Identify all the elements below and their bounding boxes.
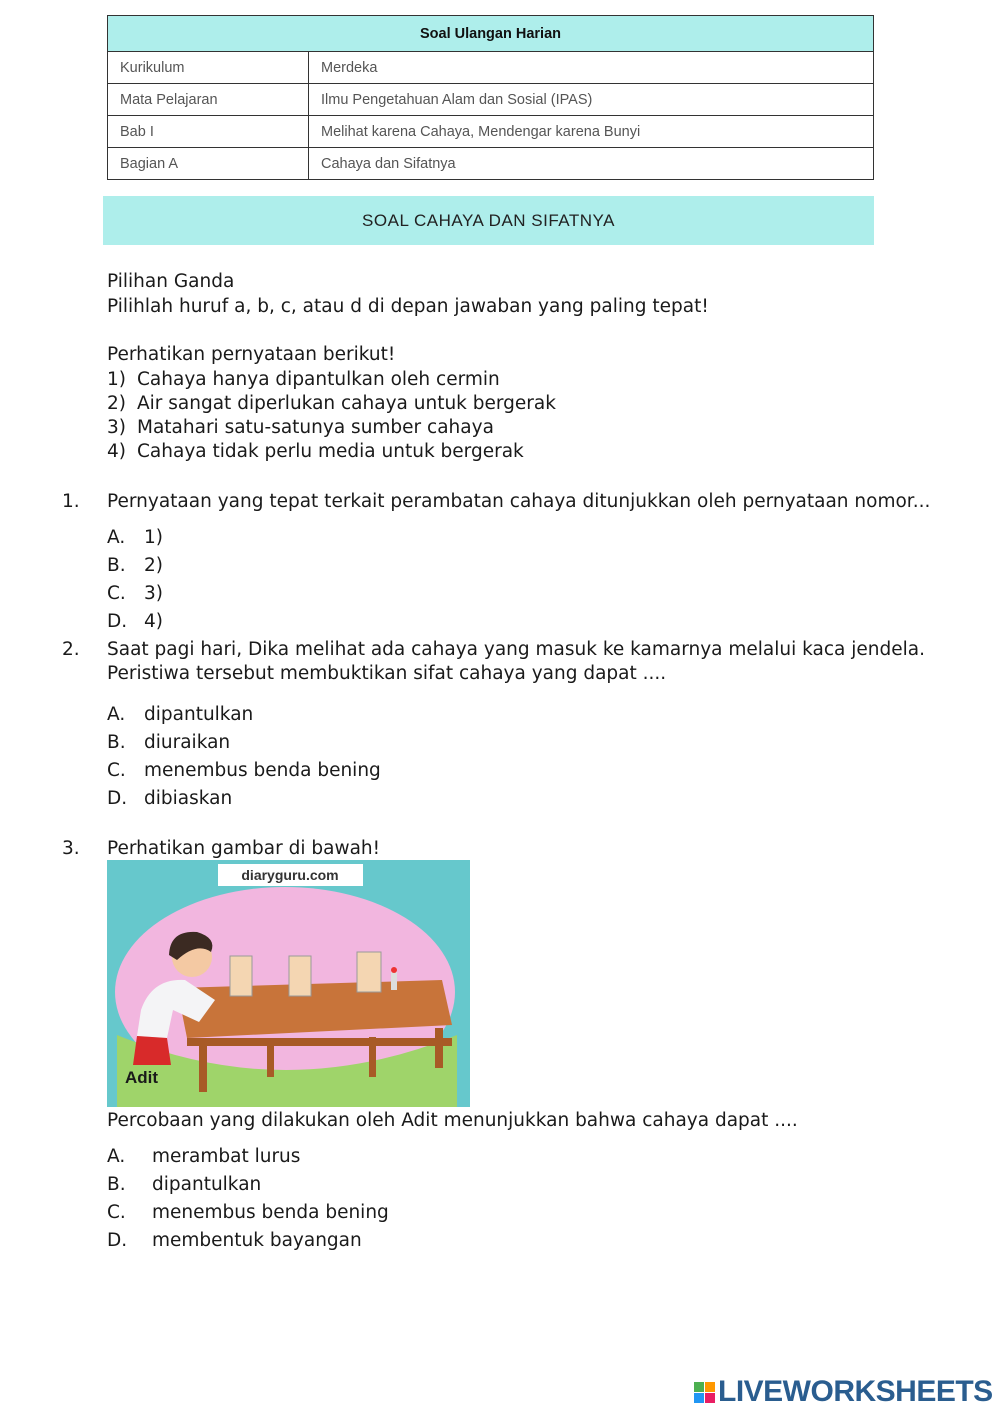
row-label: Kurikulum bbox=[108, 52, 309, 84]
row-label: Bab I bbox=[108, 116, 309, 148]
statement-number: 1) bbox=[107, 369, 126, 390]
option-text: dipantulkan bbox=[152, 1174, 262, 1195]
image-caption: Adit bbox=[125, 1068, 159, 1087]
section-banner: SOAL CAHAYA DAN SIFATNYA bbox=[103, 196, 874, 245]
answer-option[interactable] bbox=[107, 526, 163, 550]
statement-text: Matahari satu-satunya sumber cahaya bbox=[137, 417, 494, 438]
answer-option[interactable] bbox=[107, 759, 381, 783]
option-text: 2) bbox=[144, 555, 163, 576]
statement-item bbox=[107, 416, 494, 440]
question-text: Peristiwa tersebut membuktikan sifat cahaya yang dapat .... bbox=[107, 663, 667, 684]
option-text: menembus benda bening bbox=[152, 1202, 389, 1223]
question-text: Percobaan yang dilakukan oleh Adit menunjukkan bahwa cahaya dapat .... bbox=[107, 1110, 798, 1131]
answer-option[interactable] bbox=[107, 554, 163, 578]
option-text: dibiaskan bbox=[144, 788, 233, 809]
statement-text: Cahaya tidak perlu media untuk bergerak bbox=[137, 441, 524, 462]
row-label: Mata Pelajaran bbox=[108, 84, 309, 116]
option-text: 3) bbox=[144, 583, 163, 604]
question-text: Saat pagi hari, Dika melihat ada cahaya yang masuk ke kamarnya melalui kaca jendela. bbox=[107, 639, 925, 660]
option-letter: A. bbox=[107, 527, 126, 548]
table-row bbox=[108, 84, 874, 116]
option-letter: B. bbox=[107, 1174, 126, 1195]
statement-number: 2) bbox=[107, 393, 126, 414]
liveworksheets-logo[interactable] bbox=[694, 1374, 993, 1410]
option-letter: D. bbox=[107, 611, 128, 632]
answer-option[interactable] bbox=[107, 1173, 261, 1197]
option-letter: B. bbox=[107, 555, 126, 576]
row-value: Merdeka bbox=[309, 52, 874, 84]
option-letter: A. bbox=[107, 1146, 126, 1167]
row-value: Ilmu Pengetahuan Alam dan Sosial (IPAS) bbox=[309, 84, 874, 116]
answer-option[interactable] bbox=[107, 787, 232, 811]
statement-item bbox=[107, 392, 556, 416]
question-text: Pernyataan yang tepat terkait perambatan cahaya ditunjukkan oleh pernyataan nomor... bbox=[107, 491, 931, 512]
option-letter: C. bbox=[107, 583, 126, 604]
option-text: 4) bbox=[144, 611, 163, 632]
image-watermark: diaryguru.com bbox=[241, 867, 339, 883]
info-table-title: Soal Ulangan Harian bbox=[108, 16, 874, 52]
table-row bbox=[108, 116, 874, 148]
option-letter: B. bbox=[107, 732, 126, 753]
table-row bbox=[108, 148, 874, 180]
statement-number: 4) bbox=[107, 441, 126, 462]
statements-intro: Perhatikan pernyataan berikut! bbox=[107, 344, 396, 365]
row-value: Cahaya dan Sifatnya bbox=[309, 148, 874, 180]
logo-text: LIVEWORKSHEETS bbox=[718, 1375, 993, 1408]
statement-number: 3) bbox=[107, 417, 126, 438]
option-text: 1) bbox=[144, 527, 163, 548]
option-letter: C. bbox=[107, 1202, 126, 1223]
option-text: membentuk bayangan bbox=[152, 1230, 362, 1251]
row-label: Bagian A bbox=[108, 148, 309, 180]
answer-option[interactable] bbox=[107, 582, 163, 606]
question-number: 3. bbox=[62, 838, 80, 859]
option-letter: C. bbox=[107, 760, 126, 781]
option-letter: A. bbox=[107, 704, 126, 725]
answer-option[interactable] bbox=[107, 1201, 389, 1225]
answer-option[interactable] bbox=[107, 731, 230, 755]
section-title: Pilihan Ganda bbox=[107, 271, 235, 292]
question-number: 1. bbox=[62, 491, 80, 512]
answer-option[interactable] bbox=[107, 1229, 362, 1253]
info-table bbox=[107, 15, 874, 180]
option-text: diuraikan bbox=[144, 732, 231, 753]
table-row bbox=[108, 52, 874, 84]
question-number: 2. bbox=[62, 639, 80, 660]
answer-option[interactable] bbox=[107, 610, 163, 634]
option-text: merambat lurus bbox=[152, 1146, 301, 1167]
option-text: menembus benda bening bbox=[144, 760, 381, 781]
answer-option[interactable] bbox=[107, 1145, 300, 1169]
statement-item bbox=[107, 440, 524, 464]
statement-item bbox=[107, 368, 500, 392]
experiment-illustration bbox=[107, 860, 470, 1107]
logo-grid-icon bbox=[694, 1382, 715, 1403]
section-instruction: Pilihlah huruf a, b, c, atau d di depan jawaban yang paling tepat! bbox=[107, 296, 709, 317]
question-text: Perhatikan gambar di bawah! bbox=[107, 838, 381, 859]
statement-text: Cahaya hanya dipantulkan oleh cermin bbox=[137, 369, 500, 390]
row-value: Melihat karena Cahaya, Mendengar karena Bunyi bbox=[309, 116, 874, 148]
option-text: dipantulkan bbox=[144, 704, 254, 725]
answer-option[interactable] bbox=[107, 703, 253, 727]
option-letter: D. bbox=[107, 1230, 128, 1251]
option-letter: D. bbox=[107, 788, 128, 809]
statement-text: Air sangat diperlukan cahaya untuk bergerak bbox=[137, 393, 556, 414]
